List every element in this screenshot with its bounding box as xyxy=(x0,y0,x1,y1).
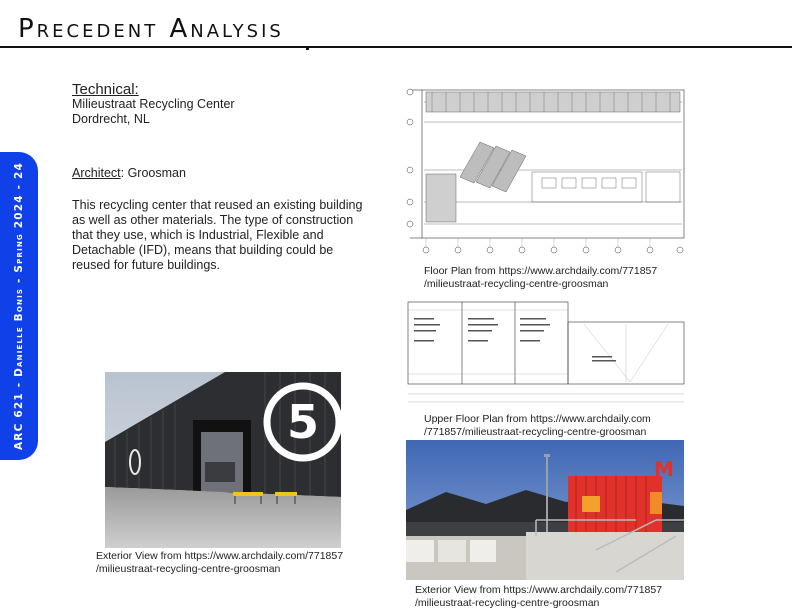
upper-floor-plan-image xyxy=(400,296,690,414)
exterior-photo-red-building-drawing xyxy=(406,440,684,580)
floor-plan-caption xyxy=(424,265,657,290)
building-letter-sign: M xyxy=(654,457,674,481)
exterior-photo-entrance xyxy=(105,372,341,548)
title-divider-tick xyxy=(306,47,309,50)
exterior-photo-entrance-caption-line2: /milieustraat-recycling-centre-groosman xyxy=(96,562,281,575)
exterior-photo-red-building xyxy=(406,440,684,580)
title-divider xyxy=(0,46,792,48)
exterior-photo-entrance-drawing xyxy=(105,372,341,548)
side-tab-label: ARC 621 - Danielle Bonis - Spring 2024 - 24 xyxy=(13,161,26,451)
side-tab xyxy=(0,152,38,460)
technical-heading: Technical: xyxy=(72,81,139,98)
floor-plan-image xyxy=(402,82,688,260)
upper-floor-plan-caption xyxy=(424,413,651,438)
exterior-photo-entrance-caption xyxy=(96,550,343,575)
upper-floor-plan-caption-line2: /771857/milieustraat-recycling-centre-groosman xyxy=(424,425,647,438)
exterior-photo-red-building-caption-line1: Exterior View from https://www.archdaily.com/771857 xyxy=(415,584,663,596)
architect-name: : Groosman xyxy=(120,166,186,180)
architect-section xyxy=(72,166,186,181)
technical-section xyxy=(72,82,235,127)
exterior-photo-red-building-caption-line2: /milieustraat-recycling-centre-groosman xyxy=(415,596,600,609)
exterior-photo-red-building-caption xyxy=(415,584,662,609)
floor-plan-drawing xyxy=(402,82,688,260)
project-location: Dordrecht, NL xyxy=(72,112,150,126)
building-number-sign: 5 xyxy=(286,395,320,449)
project-description: This recycling center that reused an existing building as well as other materials. The type of construction that they use, which is Industrial, Flexible and Detachable (IFD), means that building could be reused for future buildings. xyxy=(72,198,363,272)
project-name: Milieustraat Recycling Center xyxy=(72,97,235,111)
upper-floor-plan-drawing xyxy=(400,296,690,414)
floor-plan-caption-line1: Floor Plan from https://www.archdaily.com/771857 xyxy=(424,265,658,277)
upper-floor-plan-caption-line1: Upper Floor Plan from https://www.archdaily.com xyxy=(424,413,651,425)
architect-label: Architect xyxy=(72,166,121,180)
exterior-photo-entrance-caption-line1: Exterior View from https://www.archdaily.com/771857 xyxy=(96,550,344,562)
page-title: Precedent Analysis xyxy=(18,14,284,44)
floor-plan-caption-line2: /milieustraat-recycling-centre-groosman xyxy=(424,277,609,290)
